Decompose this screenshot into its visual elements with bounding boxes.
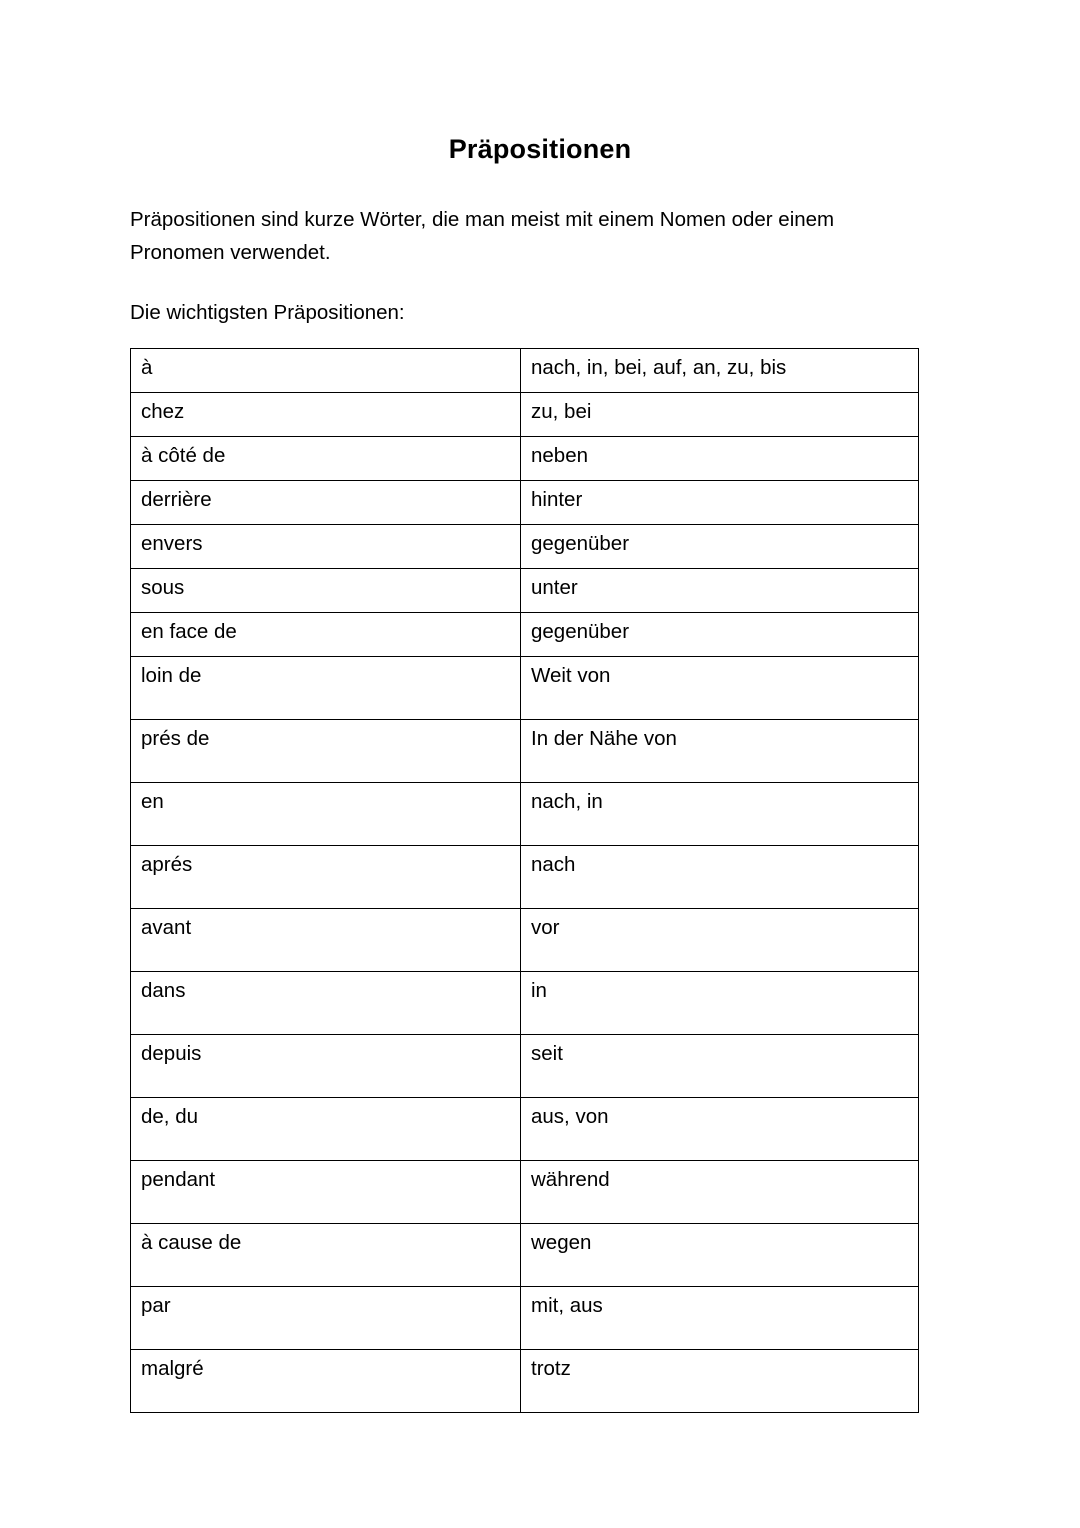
- cell-french: sous: [131, 569, 521, 613]
- cell-german: in: [521, 972, 919, 1035]
- table-row: [131, 481, 919, 525]
- table-row: [131, 720, 919, 783]
- cell-french: derrière: [131, 481, 521, 525]
- table-row: [131, 909, 919, 972]
- table-row: [131, 972, 919, 1035]
- cell-german: gegenüber: [521, 613, 919, 657]
- cell-french: prés de: [131, 720, 521, 783]
- table-row: [131, 783, 919, 846]
- table-row: [131, 613, 919, 657]
- table-row: [131, 437, 919, 481]
- cell-german: zu, bei: [521, 393, 919, 437]
- cell-french: à cause de: [131, 1224, 521, 1287]
- cell-french: en: [131, 783, 521, 846]
- table-row: [131, 1098, 919, 1161]
- cell-german: hinter: [521, 481, 919, 525]
- cell-german: neben: [521, 437, 919, 481]
- cell-german: unter: [521, 569, 919, 613]
- cell-french: dans: [131, 972, 521, 1035]
- intro-paragraph: [130, 203, 960, 269]
- cell-german: aus, von: [521, 1098, 919, 1161]
- table-row: [131, 1287, 919, 1350]
- table-row: [131, 1350, 919, 1413]
- cell-french: en face de: [131, 613, 521, 657]
- cell-french: à: [131, 349, 521, 393]
- table-row: [131, 657, 919, 720]
- cell-french: malgré: [131, 1350, 521, 1413]
- table-row: [131, 525, 919, 569]
- table-row: [131, 846, 919, 909]
- cell-german: mit, aus: [521, 1287, 919, 1350]
- cell-german: nach: [521, 846, 919, 909]
- cell-german: während: [521, 1161, 919, 1224]
- cell-french: depuis: [131, 1035, 521, 1098]
- cell-german: wegen: [521, 1224, 919, 1287]
- cell-german: trotz: [521, 1350, 919, 1413]
- cell-german: vor: [521, 909, 919, 972]
- cell-french: de, du: [131, 1098, 521, 1161]
- cell-german: Weit von: [521, 657, 919, 720]
- cell-french: chez: [131, 393, 521, 437]
- prepositions-table-body: [131, 349, 919, 1413]
- table-row: [131, 569, 919, 613]
- cell-french: avant: [131, 909, 521, 972]
- cell-german: nach, in, bei, auf, an, zu, bis: [521, 349, 919, 393]
- cell-german: gegenüber: [521, 525, 919, 569]
- page-title: Präpositionen: [448, 134, 632, 164]
- cell-french: envers: [131, 525, 521, 569]
- cell-french: par: [131, 1287, 521, 1350]
- table-row: [131, 1035, 919, 1098]
- cell-french: à côté de: [131, 437, 521, 481]
- intro-line-1: Präpositionen sind kurze Wörter, die man meist mit einem Nomen oder einem: [130, 208, 835, 231]
- cell-german: seit: [521, 1035, 919, 1098]
- cell-french: loin de: [131, 657, 521, 720]
- table-heading: Die wichtigsten Präpositionen:: [130, 301, 405, 324]
- table-row: [131, 1161, 919, 1224]
- cell-german: In der Nähe von: [521, 720, 919, 783]
- table-row: [131, 1224, 919, 1287]
- table-row: [131, 393, 919, 437]
- intro-line-2: Pronomen verwendet.: [130, 241, 331, 264]
- table-row: [131, 349, 919, 393]
- cell-french: aprés: [131, 846, 521, 909]
- cell-french: pendant: [131, 1161, 521, 1224]
- cell-german: nach, in: [521, 783, 919, 846]
- prepositions-table: [130, 348, 919, 1413]
